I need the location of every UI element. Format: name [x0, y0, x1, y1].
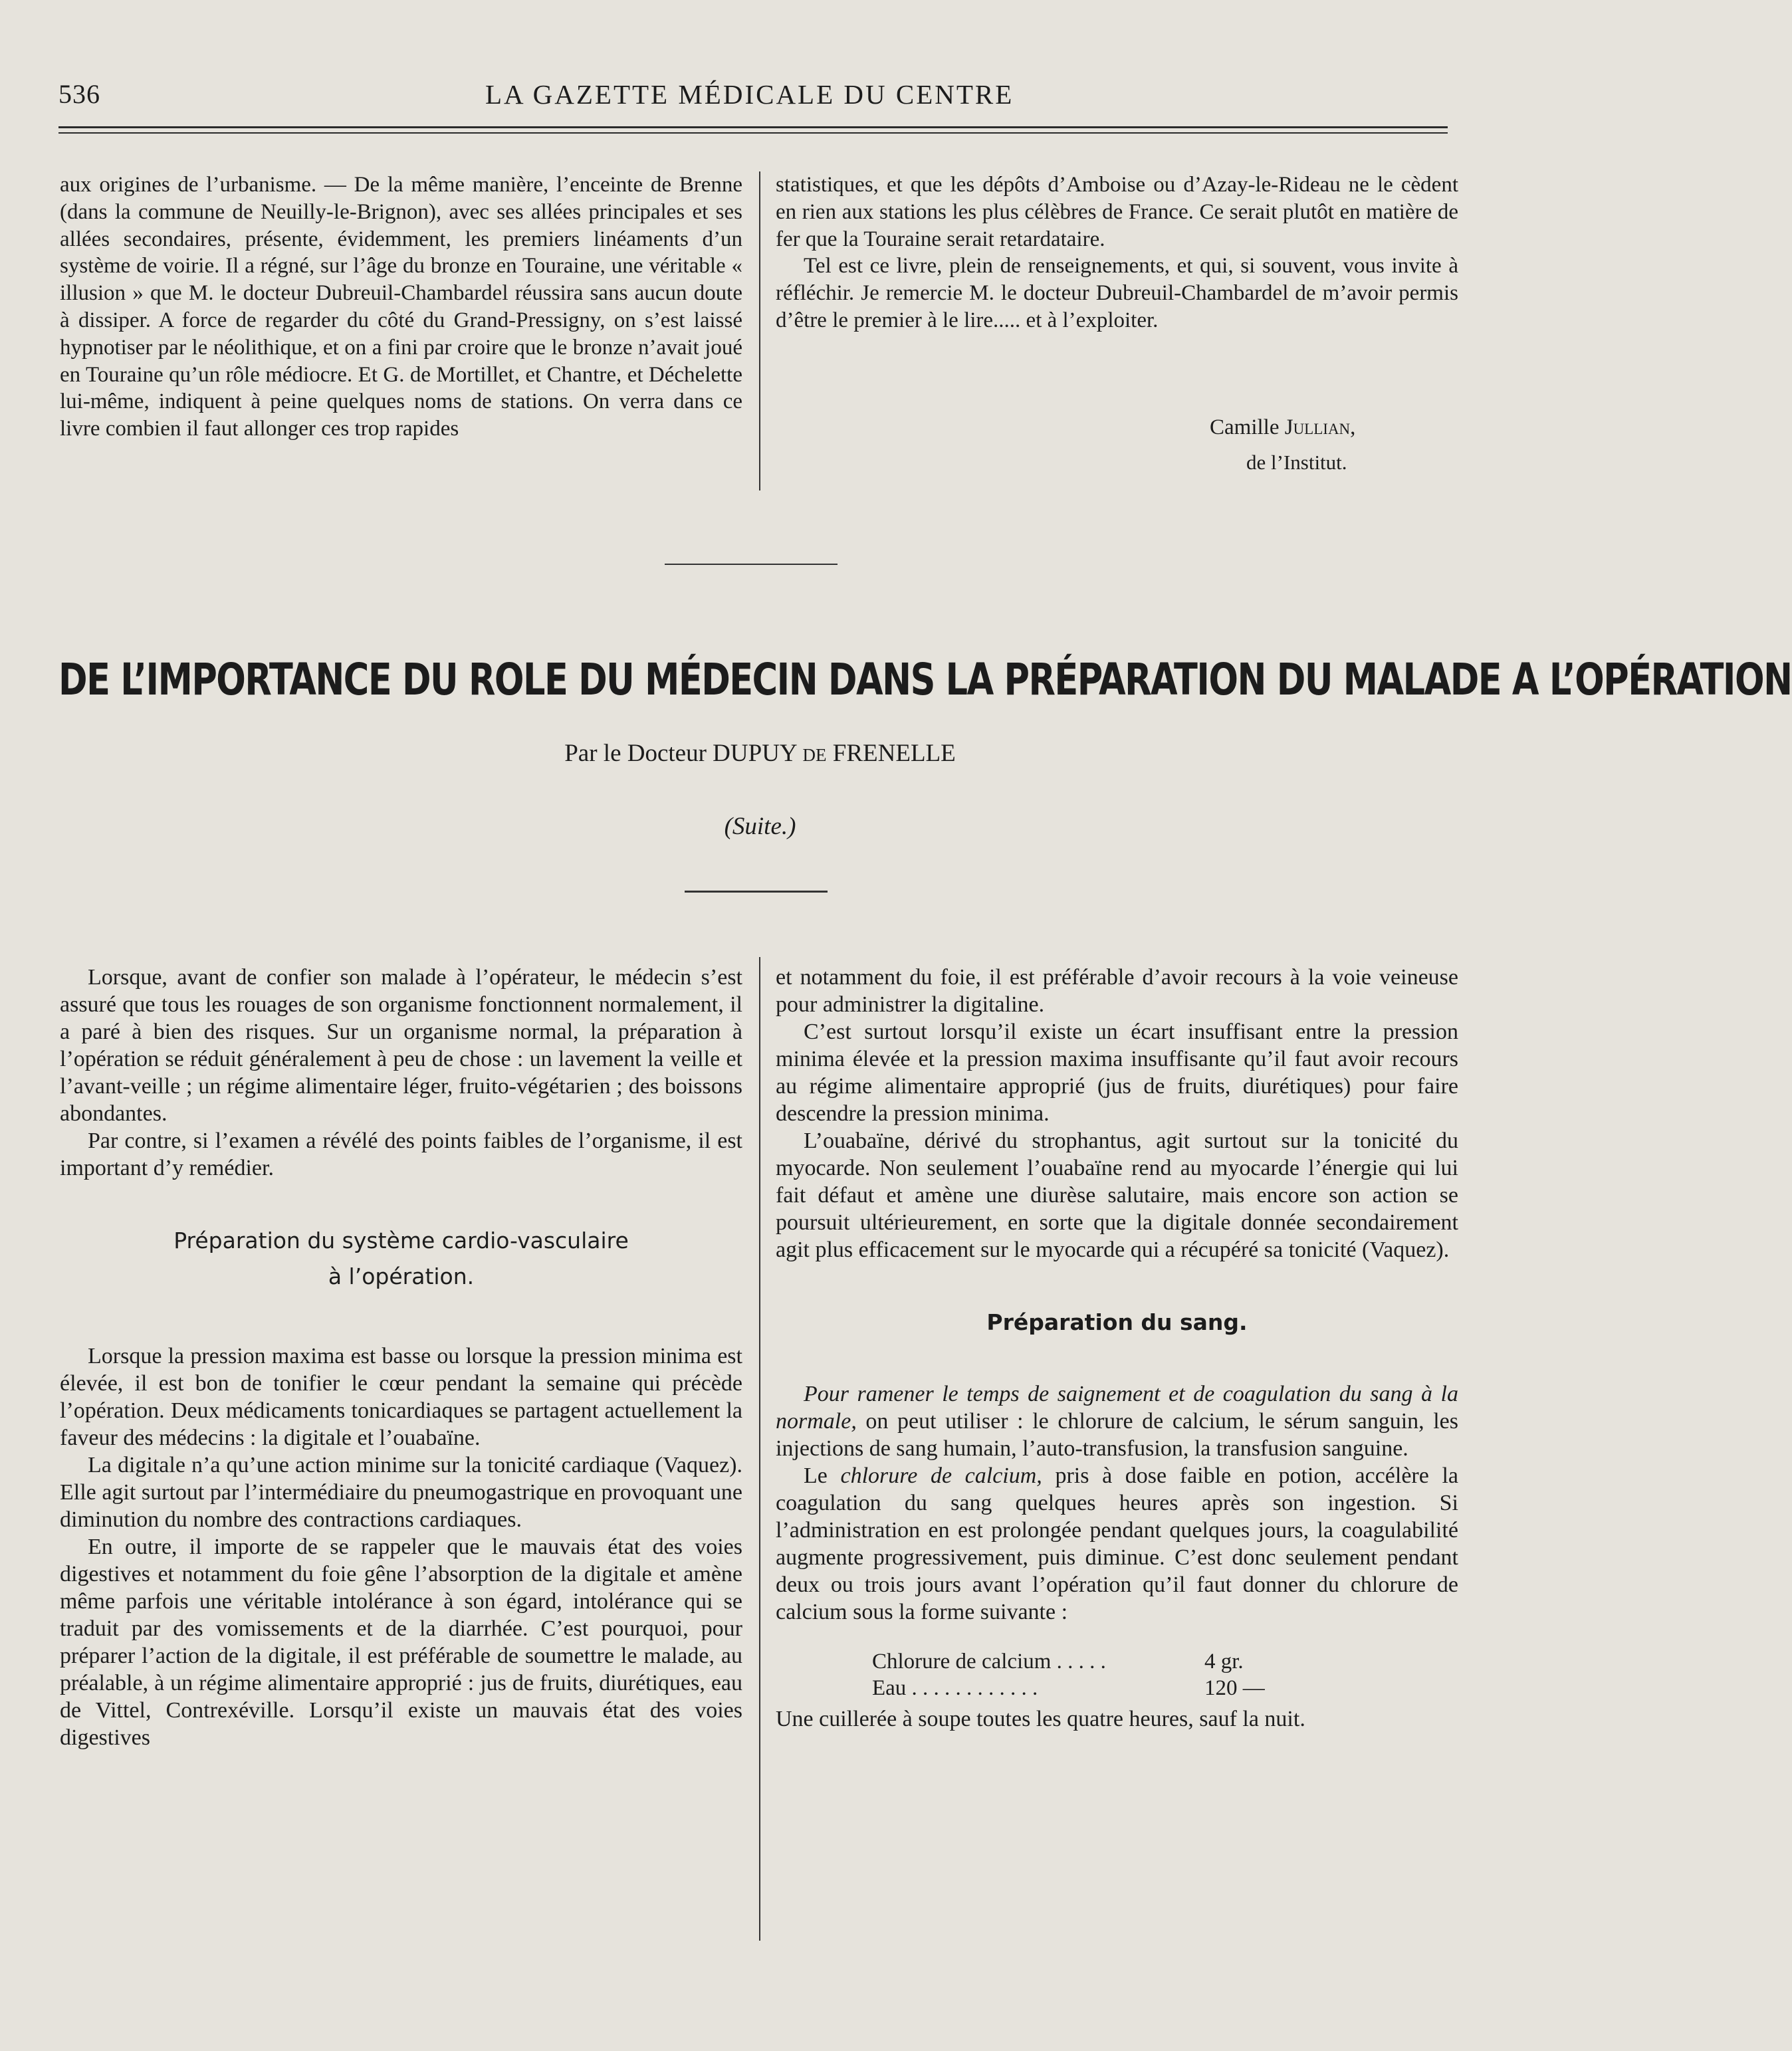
header-rule — [58, 126, 1448, 128]
body-paragraph: Par contre, si l’examen a révélé des points faibles de l’organisme, il est important d’y remédier. — [60, 1129, 742, 1180]
previous-article-right-column — [776, 171, 1458, 334]
body-paragraph: L’ouabaïne, dérivé du strophantus, agit surtout sur la tonicité du myocarde. Non seulement l’ouabaïne rend au myocarde l’énergie qui lui fait défaut et amène une diurèse salutaire, mais encore son action se poursuit ultérieurement, en sorte que la digitale donnée secondairement agit plus efficacement sur le myocarde qui a récupéré sa tonicité (Vaquez). — [776, 1129, 1458, 1262]
author-signature: Camille Jullian, — [1210, 415, 1356, 439]
header-rule-thin — [58, 132, 1448, 134]
body-paragraph: Lorsque la pression maxima est basse ou lorsque la pression minima est élevée, il est bon de tonifier le cœur pendant la semaine qui précède l’opération. Deux médicaments tonicardiaques se partagent actuellement la faveur des médecins : la digitale et l’ouabaïne. — [60, 1344, 742, 1450]
prescription-line: Eau . . . . . . . . . . . . 120 — — [872, 1676, 1265, 1700]
previous-article-paragraph: aux origines de l’urbanisme. — De la même manière, l’enceinte de Brenne (dans la commune de Neuilly-le-Brignon), avec ses allées principales et ses allées secondaires, présente, évidemment, les premiers linéaments d’un système de voirie. Il a régné, sur l’âge du bronze en Touraine, une véritable « illusion » que M. le docteur Dubreuil-Chambardel réussira sans aucun doute à dissiper. A force de regarder du côté du Grand-Pressigny, on s’est laissé hypnotiser par le néolithique, et on a fini par croire que le bronze n’avait joué en Touraine qu’un rôle médiocre. Et G. de Mortillet, et Chantre, et Déchelette lui-même, indiquent à peine quelques noms de stations. On verra dans ce livre combien il faut allonger ces trop rapides — [60, 173, 742, 441]
previous-article-paragraph: statistiques, et que les dépôts d’Amboise ou d’Azay-le-Rideau ne le cèdent en rien aux stations les plus célèbres de France. Ce serait plutôt en matière de fer que la Touraine serait retardataire. — [776, 173, 1458, 251]
running-head: LA GAZETTE MÉDICALE DU CENTRE — [485, 79, 1014, 110]
body-paragraph: C’est surtout lorsqu’il existe un écart insuffisant entre la pression minima élevée et la pression maxima insuffisante qu’il faut avoir recours au régime alimentaire approprié (jus de fruits, diurétiques) pour faire descendre la pression minima. — [776, 1020, 1458, 1126]
body-paragraph: Lorsque, avant de confier son malade à l’opérateur, le médecin s’est assuré que tous les rouages de son organisme fonctionnent normalement, il a paré à bien des risques. Sur un organisme normal, la préparation à l’opération se réduit généralement à peu de chose : un lavement la veille et l’avant-veille ; un régime alimentaire léger, fruito-végétarien ; des boissons abondantes. — [60, 965, 742, 1126]
prescription-line: Chlorure de calcium . . . . . 4 gr. — [872, 1650, 1244, 1673]
body-paragraph: Pour ramener le temps de saignement et de coagulation du sang à la normale, on peut utiliser : le chlorure de calcium, le sérum sanguin, les injections de sang humain, l’auto-transfusion, la transfusion sanguine. — [776, 1382, 1458, 1461]
article-right-column — [776, 964, 1458, 1733]
body-paragraph: La digitale n’a qu’une action minime sur la tonicité cardiaque (Vaquez). Elle agit surtout par l’intermédiaire du pneumogastrique en provoquant une diminution du nombre des contractions cardiaques. — [60, 1453, 742, 1532]
section-heading-cardio: Préparation du système cardio-vasculaire à l’opération. — [173, 1228, 629, 1289]
dosage-instruction: Une cuillerée à soupe toutes les quatre heures, sauf la nuit. — [776, 1707, 1305, 1731]
body-paragraph: En outre, il importe de se rappeler que le mauvais état des voies digestives et notamment du foie gêne l’absorption de la digitale et amène même parfois une véritable intolérance à son égard, intolérance qui se traduit par des vomissements et de la diarrhée. C’est pourquoi, pour préparer l’action de la digitale, il est préférable de soumettre le malade, au préalable, à un régime alimentaire approprié : jus de fruits, diurétiques, eau de Vittel, Contrexéville. Lorsqu’il existe un mauvais état des voies digestives — [60, 1535, 742, 1750]
previous-article-left-column — [60, 171, 742, 443]
article-byline: Par le Docteur DUPUY DE FRENELLE — [564, 740, 956, 767]
title-separator — [685, 891, 828, 893]
body-paragraph: Le chlorure de calcium, pris à dose faible en potion, accélère la coagulation du sang quelques heures après son ingestion. Si l’administration en est prolongée pendant quelques jours, la coagulabilité augmente progressivement, puis diminue. C’est donc seulement pendant deux ou trois jours avant l’opération qu’il faut donner du chlorure de calcium sous la forme suivante : — [776, 1463, 1458, 1624]
article-title: DE L’IMPORTANCE DU ROLE DU MÉDECIN DANS LA PRÉPARATION DU MALADE A L’OPÉRATION — [58, 655, 1792, 706]
previous-article-paragraph: Tel est ce livre, plein de renseignements, et qui, si souvent, vous invite à réfléchir. Je remercie M. le docteur Dubreuil-Chambardel de m’avoir permis d’être le premier à le lire..... et à l’exploiter. — [776, 254, 1458, 332]
column-divider-upper — [759, 171, 760, 490]
body-paragraph: et notamment du foie, il est préférable d’avoir recours à la voie veineuse pour administrer la digitaline. — [776, 965, 1458, 1017]
page-number: 536 — [58, 79, 100, 109]
article-continuation-note: (Suite.) — [724, 813, 796, 840]
column-divider-lower — [759, 957, 760, 1941]
prescription-formula — [776, 1648, 1458, 1701]
section-separator — [665, 564, 838, 565]
article-left-column — [60, 964, 742, 1751]
section-heading-blood: Préparation du sang. — [986, 1309, 1248, 1335]
author-affiliation: de l’Institut. — [1246, 451, 1347, 474]
